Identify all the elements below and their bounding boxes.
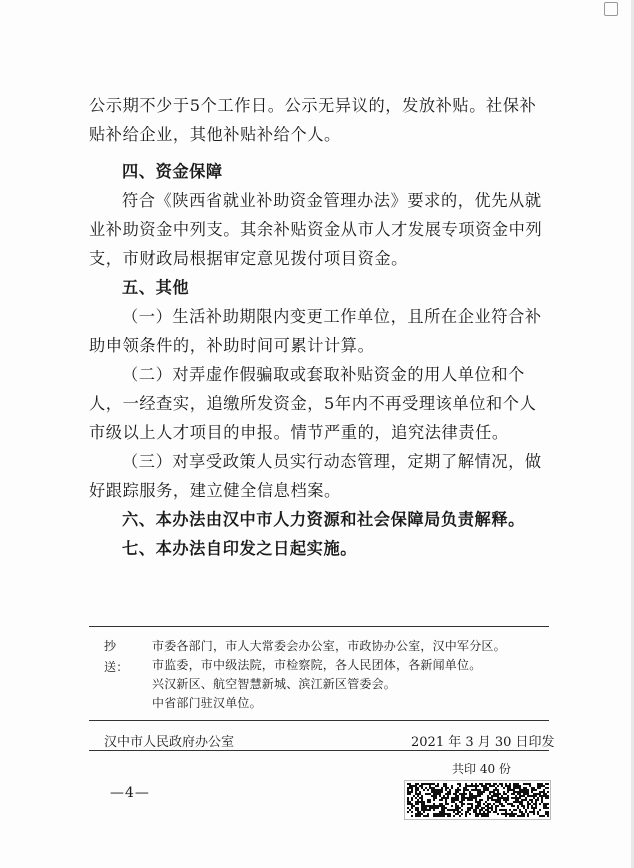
cc-line: 市委各部门，市人大常委会办公室，市政协办公室，汉中军分区。 — [152, 639, 506, 653]
footer-bottom-rule — [89, 750, 549, 751]
heading-funding: 四、资金保障 — [122, 162, 223, 181]
cc-top-rule — [89, 626, 549, 627]
page-number: —4— — [110, 785, 150, 801]
barcode — [404, 780, 551, 820]
issue-date: 2021 年 3 月 30 日印发 — [411, 735, 555, 750]
issuer: 汉中市人民政府办公室 — [104, 735, 235, 750]
heading-other: 五、其他 — [122, 278, 190, 297]
heading-effective: 七、本办法自印发之日起实施。 — [122, 539, 358, 558]
cc-line: 兴汉新区、航空智慧新城、滨江新区管委会。 — [152, 677, 397, 691]
footer-top-rule — [89, 720, 549, 721]
corner-mark — [604, 2, 618, 16]
paragraph-publicity: 公示期不少于5个工作日。公示无异议的，发放补贴。社保补贴补给企业，其他补贴补给个人。 — [89, 96, 537, 144]
cc-line: 市监委，市中级法院，市检察院，各人民团体，各新闻单位。 — [152, 658, 482, 672]
item-two: （二）对弄虚作假骗取或套取补贴资金的用人单位和个人，一经查实，追缴所发资金，5年内不再受理该单位和个人市级以上人才项目的申报。情节严重的，追究法律责任。 — [89, 365, 537, 442]
item-one: （一）生活补助期限内变更工作单位，且所在企业符合补助申领条件的，补助时间可累计计算。 — [89, 307, 542, 355]
item-three: （三）对享受政策人员实行动态管理，定期了解情况，做好跟踪服务，建立健全信息档案。 — [89, 452, 542, 500]
copies-count: 共印 40 份 — [452, 762, 511, 776]
heading-interpretation: 六、本办法由汉中市人力资源和社会保障局负责解释。 — [122, 510, 525, 529]
paragraph-funding: 符合《陕西省就业补助资金管理办法》要求的，优先从就业补助资金中列支。其余补贴资金从市人才发展专项资金中列支，市财政局根据审定意见拨付项目资金。 — [89, 191, 543, 268]
cc-line: 中省部门驻汉单位。 — [152, 696, 262, 710]
cc-label: 抄送： — [104, 639, 129, 674]
